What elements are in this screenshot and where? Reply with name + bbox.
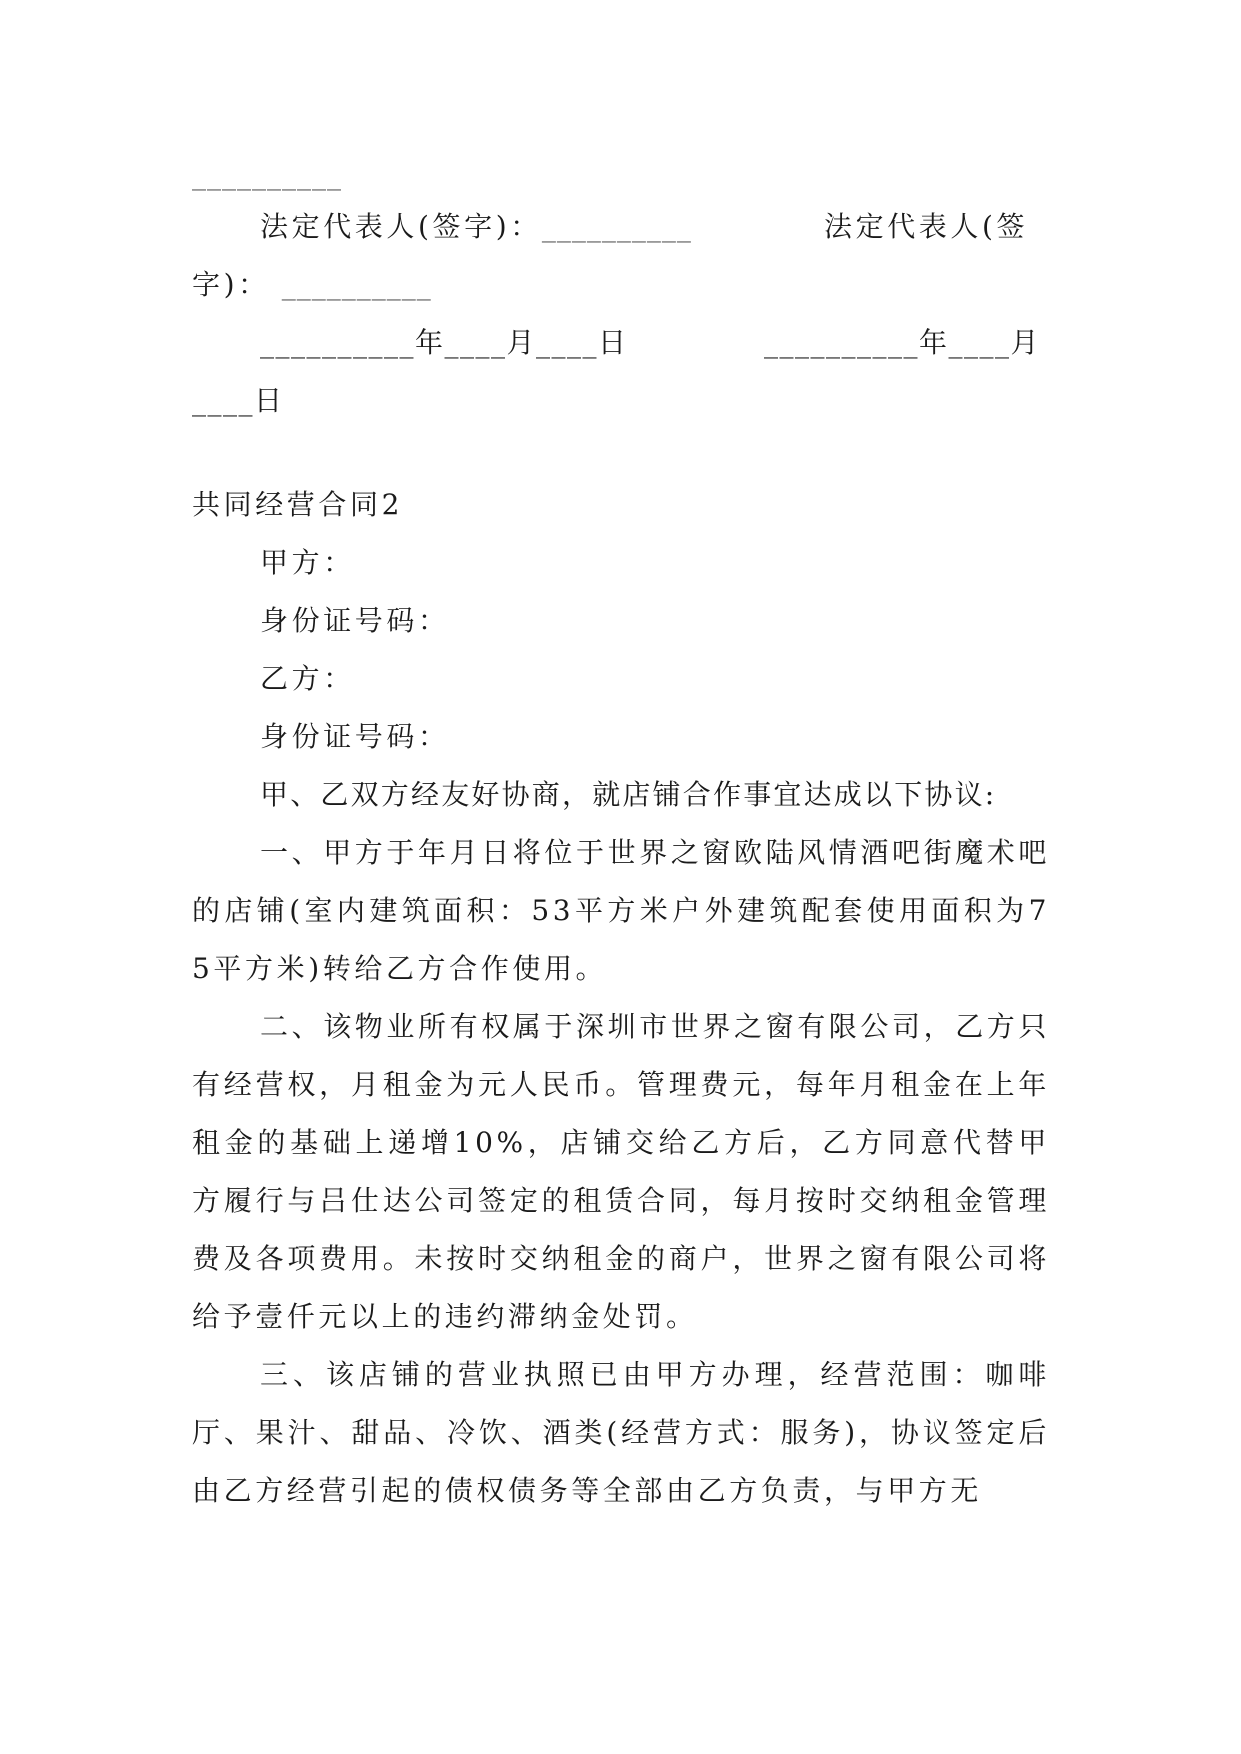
date-right-continued: ____日	[192, 384, 284, 417]
document-body	[192, 160, 1050, 1520]
rep-right: 法定代表人(签	[824, 210, 1029, 243]
top-blank-line	[192, 160, 1050, 190]
rep-right-continued: 字)： __________	[192, 268, 432, 301]
party-b: 乙方：	[260, 662, 355, 695]
signature-rep-row	[192, 198, 1050, 256]
rep-left: 法定代表人(签字)：__________	[260, 210, 692, 243]
clause-1: 一、甲方于年月日将位于世界之窗欧陆风情酒吧街魔术吧的店铺(室内建筑面积：53平方米户外建筑配套使用面积为75平方米)转给乙方合作使用。	[192, 836, 1051, 985]
clause-2: 二、该物业所有权属于深圳市世界之窗有限公司，乙方只有经营权，月租金为元人民币。管理费元，每年月租金在上年租金的基础上递增10%，店铺交给乙方后，乙方同意代替甲方履行与吕仕达公司签定的租赁合同，每月按时交纳租金管理费及各项费用。未按时交纳租金的商户，世界之窗有限公司将给予壹仟元以上的违约滞纳金处罚。	[192, 1010, 1051, 1333]
contract-title: 共同经营合同2	[192, 488, 404, 521]
id-a: 身份证号码：	[260, 604, 450, 637]
contract-intro: 甲、乙双方经友好协商，就店铺合作事宜达成以下协议:	[260, 778, 997, 811]
date-left: __________年____月____日	[260, 326, 628, 359]
top-blank: __________	[192, 158, 342, 191]
date-right: __________年____月	[764, 326, 1041, 359]
id-b: 身份证号码：	[260, 720, 450, 753]
party-a: 甲方：	[260, 546, 355, 579]
clause-3: 三、该店铺的营业执照已由甲方办理，经营范围：咖啡厅、果汁、甜品、冷饮、酒类(经营方式：服务)，协议签定后由乙方经营引起的债权债务等全部由乙方负责，与甲方无	[192, 1358, 1050, 1507]
signature-date-row	[192, 314, 1050, 372]
